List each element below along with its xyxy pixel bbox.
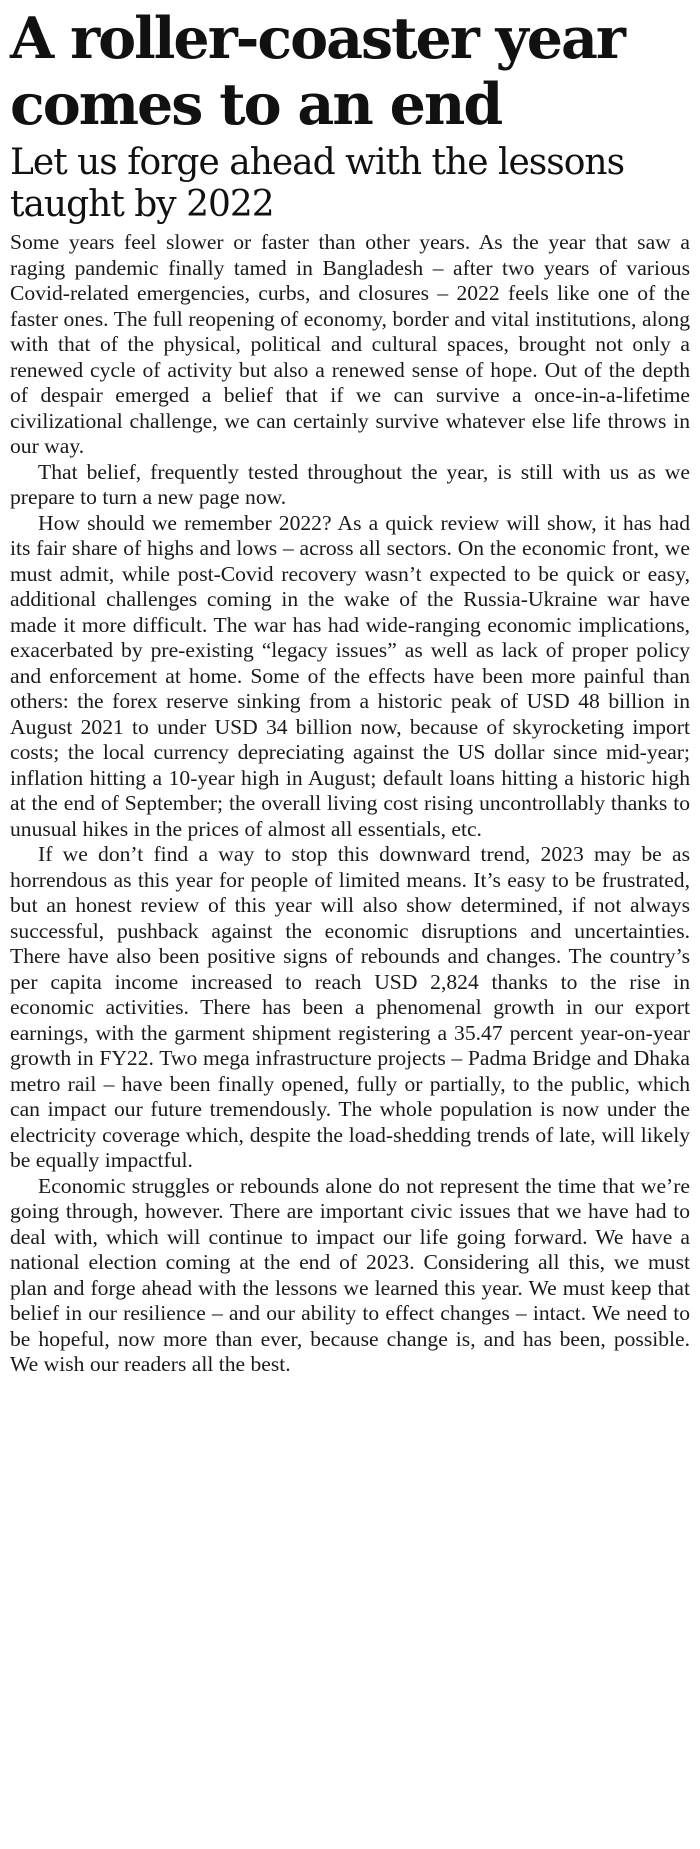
article-subheadline: Let us forge ahead with the lessons taught by 2022 [10, 142, 625, 225]
article-paragraph: How should we remember 2022? As a quick review will show, it has had its fair share of highs and lows – across all sectors. On the economic front, we must admit, while post-Covid recovery wasn’t expected to be quick or easy, additional challenges coming in the wake of the Russia-Ukraine war have made it more difficult. The war has had wide-ranging economic implications, exacerbated by pre-existing “legacy issues” as well as lack of proper policy and enforcement at home. Some of the effects have been more painful than others: the forex reserve sinking from a historic peak of USD 48 billion in August 2021 to under USD 34 billion now, because of skyrocketing import costs; the local currency depreciating against the US dollar since mid-year; inflation hitting a 10-year high in August; default loans hitting a historic high at the end of September; the overall living cost rising uncontrollably thanks to unusual hikes in the prices of almost all essentials, etc. [10, 510, 690, 841]
article-paragraph: Economic struggles or rebounds alone do not represent the time that we’re going through, however. There are important civic issues that we have had to deal with, which will continue to impact our life going forward. We have a national election coming at the end of 2023. Considering all this, we must plan and forge ahead with the lessons we learned this year. We must keep that belief in our resilience – and our ability to effect changes – intact. We need to be hopeful, now more than ever, because change is, and has been, possible. We wish our readers all the best. [10, 1173, 690, 1376]
article-paragraph: If we don’t find a way to stop this downward trend, 2023 may be as horrendous as this year for people of limited means. It’s easy to be frustrated, but an honest review of this year will also show determined, if not always successful, pushback against the economic disruptions and uncertainties. There have also been positive signs of rebounds and changes. The country’s per capita income increased to reach USD 2,824 thanks to the rise in economic activities. There has been a phenomenal growth in our export earnings, with the garment shipment registering a 35.47 percent year-on-year growth in FY22. Two mega infrastructure projects – Padma Bridge and Dhaka metro rail – have been finally opened, fully or partially, to the public, which can impact our future tremendously. The whole population is now under the electricity coverage which, despite the load-shedding trends of late, will likely be equally impactful. [10, 842, 690, 1172]
article-paragraph: That belief, frequently tested throughout the year, is still with us as we prepare to turn a new page now. [10, 459, 690, 509]
article-paragraph: Some years feel slower or faster than other years. As the year that saw a raging pandemic finally tamed in Bangladesh – after two years of various Covid-related emergencies, curbs, and closures – 2022 feels like one of the faster ones. The full reopening of economy, border and vital institutions, along with that of the physical, political and cultural spaces, brought not only a renewed cycle of activity but also a renewed sense of hope. Out of the depth of despair emerged a belief that if we can survive a once-in-a-lifetime civilizational challenge, we can certainly survive whatever else life throws in our way. [10, 230, 690, 458]
article-headline: A roller-coaster year comes to an end [10, 5, 624, 138]
article-body [10, 230, 690, 1378]
